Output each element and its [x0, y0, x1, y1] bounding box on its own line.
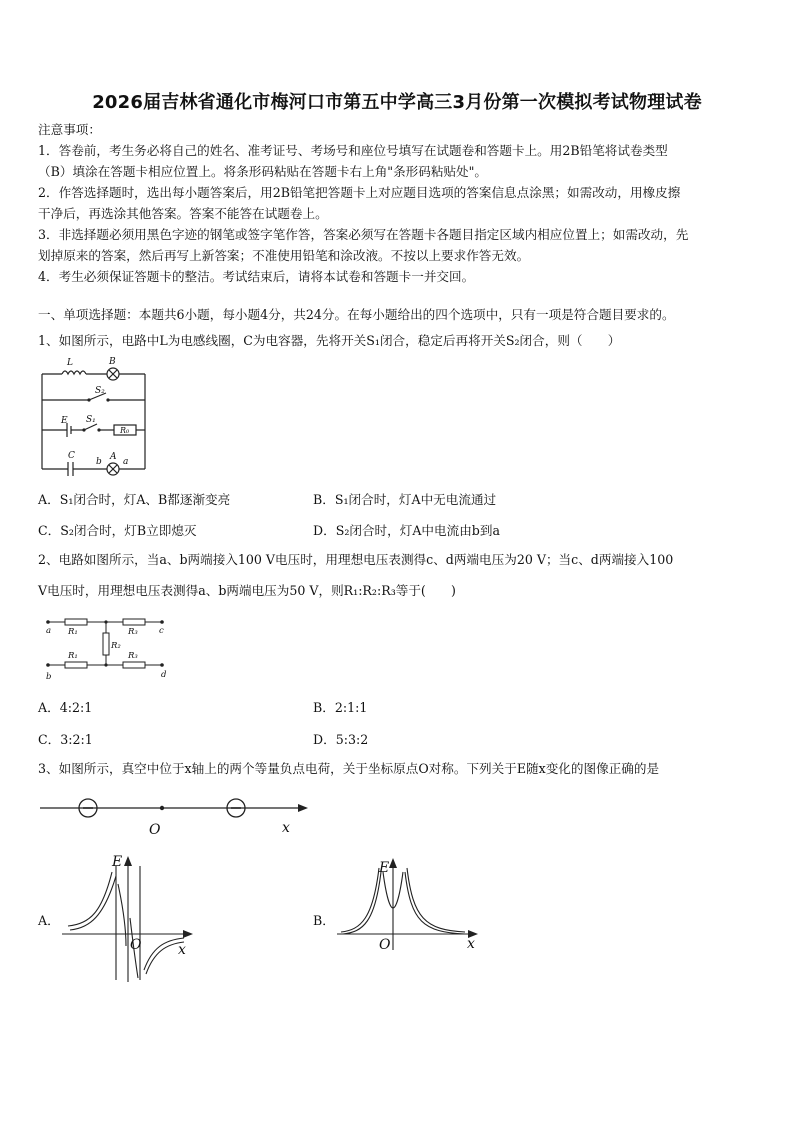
label-b: b	[46, 672, 52, 682]
label-B: B	[109, 357, 116, 367]
q1-option-d[interactable]: D．S₂闭合时，灯A中电流由b到a	[313, 523, 500, 538]
label-r3-top: R₃	[128, 627, 138, 637]
q3-option-a-label[interactable]: A．	[38, 913, 60, 928]
graph-b-o-label: O	[379, 937, 391, 953]
q3-graph-a	[60, 852, 200, 987]
exam-notes	[38, 119, 758, 287]
graph-a-x-label: x	[178, 942, 186, 958]
notes-line: （B）填涂在答题卡相应位置上。将条形码粘贴在答题卡右上角"条形码粘贴处"。	[38, 164, 488, 179]
label-r1-bottom: R₁	[68, 651, 78, 661]
label-c: c	[159, 626, 164, 636]
q2-circuit-diagram	[38, 610, 178, 682]
graph-b-x-label: x	[467, 936, 475, 952]
q3-charge-diagram	[36, 792, 326, 840]
notes-line: 划掉原来的答案，然后再写上新答案；不准使用铅笔和涂改液。不按以上要求作答无效。	[38, 248, 530, 263]
notes-line: 4．考生必须保证答题卡的整洁。考试结束后，请将本试卷和答题卡一并交回。	[38, 269, 475, 284]
q3-graph-b	[335, 852, 483, 962]
label-r1-top: R₁	[68, 627, 78, 637]
graph-a-e-label: E	[112, 854, 123, 870]
q3-option-b-label[interactable]: B．	[313, 913, 335, 928]
q2-option-d[interactable]: D．5:3:2	[313, 732, 369, 747]
label-S1: S₁	[86, 415, 96, 425]
label-A: A	[110, 452, 117, 462]
section-heading: 一、单项选择题：本题共6小题，每小题4分，共24分。在每小题给出的四个选项中，只有一项是符合题目要求的。	[38, 307, 675, 322]
q2-option-c[interactable]: C．3:2:1	[38, 732, 93, 747]
notes-line: 2．作答选择题时，选出每小题答案后，用2B铅笔把答题卡上对应题目选项的答案信息点涂黑；如需改动，用橡皮擦	[38, 185, 681, 200]
notes-line: 干净后，再选涂其他答案。答案不能答在试题卷上。	[38, 206, 328, 221]
label-E: E	[61, 416, 68, 426]
q1-circuit-diagram	[34, 352, 154, 477]
q1-option-b[interactable]: B．S₁闭合时，灯A中无电流通过	[313, 492, 497, 507]
q2-stem-line1: 2、电路如图所示，当a、b两端接入100 V电压时，用理想电压表测得c、d两端电压为20 V；当c、d两端接入100	[38, 552, 674, 567]
label-b: b	[96, 457, 102, 467]
label-C: C	[68, 451, 75, 461]
q2-option-b[interactable]: B．2:1:1	[313, 700, 368, 715]
label-L: L	[67, 358, 73, 368]
q2-stem-line2: V电压时，用理想电压表测得a、b两端电压为50 V，则R₁:R₂:R₃等于( )	[38, 583, 456, 598]
label-d: d	[161, 670, 167, 680]
graph-b-e-label: E	[379, 860, 390, 876]
label-r2: R₂	[111, 641, 121, 651]
q3-axis-label: x	[282, 820, 290, 836]
q1-option-c[interactable]: C．S₂闭合时，灯B立即熄灭	[38, 523, 197, 538]
label-a: a	[46, 626, 52, 636]
q1-stem: 1、如图所示，电路中L为电感线圈，C为电容器，先将开关S₁闭合，稳定后再将开关S₂闭合，则（ ）	[38, 333, 621, 348]
q3-stem: 3、如图所示，真空中位于x轴上的两个等量负点电荷，关于坐标原点O对称。下列关于E随x变化的图像正确的是	[38, 761, 660, 776]
graph-a-o-label: O	[130, 937, 142, 953]
q2-option-a[interactable]: A．4:2:1	[38, 700, 93, 715]
label-r3-bottom: R₃	[128, 651, 138, 661]
q3-origin-label: O	[149, 822, 161, 838]
q1-option-a[interactable]: A．S₁闭合时，灯A、B都逐渐变亮	[38, 492, 231, 507]
notes-line: 3．非选择题必须用黑色字迹的钢笔或签字笔作答，答案必须写在答题卡各题目指定区域内相应位置上；如需改动，先	[38, 227, 689, 242]
label-R0: R₀	[120, 426, 130, 435]
exam-title: 2026届吉林省通化市梅河口市第五中学高三3月份第一次模拟考试物理试卷	[92, 92, 702, 113]
label-a: a	[123, 457, 129, 467]
label-S2: S₂	[95, 386, 105, 396]
notes-line: 1．答卷前，考生务必将自己的姓名、准考证号、考场号和座位号填写在试题卷和答题卡上。用2B铅笔将试卷类型	[38, 143, 668, 158]
notes-heading: 注意事项：	[38, 122, 101, 137]
